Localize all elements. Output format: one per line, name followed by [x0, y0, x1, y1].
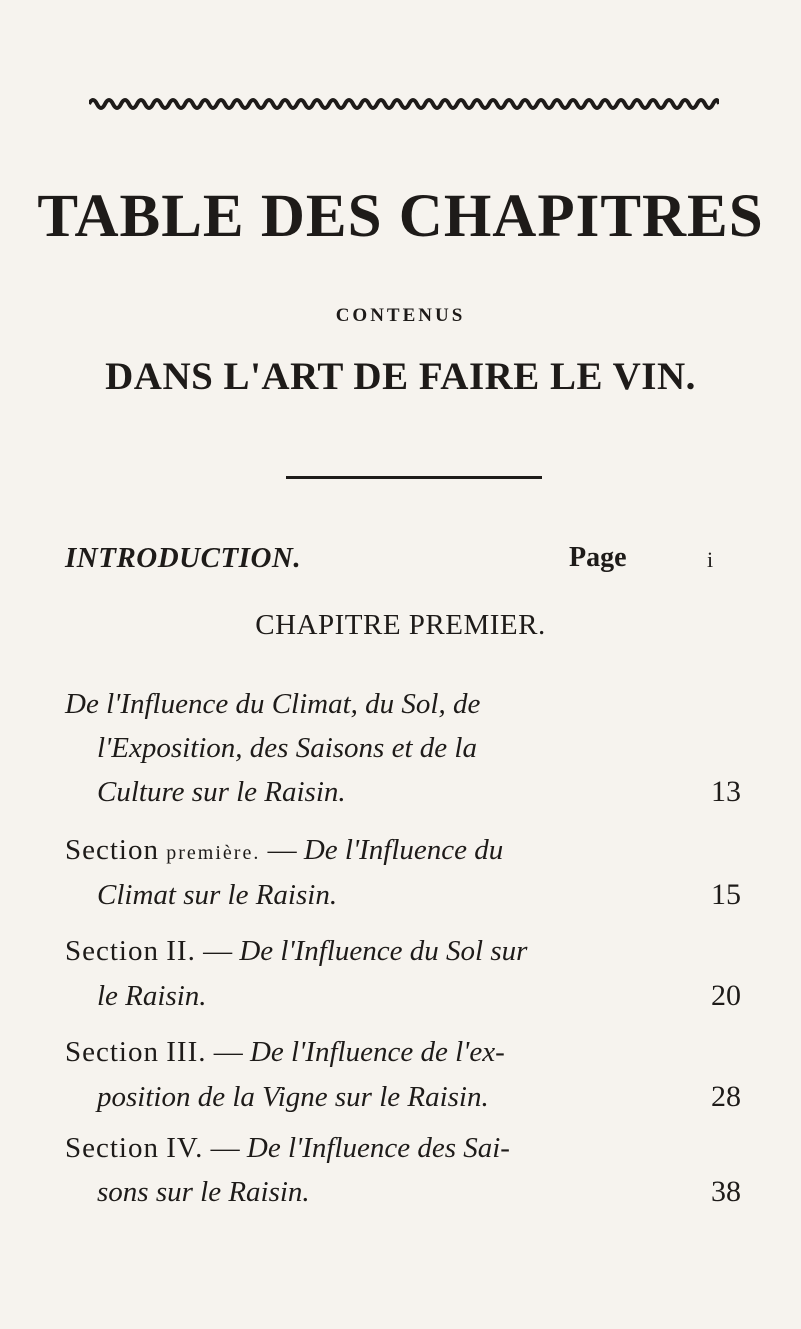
- chapter-heading-line-2: l'Exposition, des Saisons et de la: [97, 732, 477, 764]
- chapter-heading-line-3: Culture sur le Raisin.: [97, 776, 346, 808]
- book-title: DANS L'ART DE FAIRE LE VIN.: [105, 355, 696, 398]
- section-label: Section: [65, 834, 159, 866]
- section-label: Section: [65, 935, 159, 967]
- page-title: TABLE DES CHAPITRES: [37, 183, 764, 250]
- section-number: IV.: [166, 1132, 204, 1164]
- section-1-page: 15: [711, 878, 741, 911]
- section-3-line-2: position de la Vigne sur le Raisin.: [97, 1081, 489, 1113]
- section-title-part-1: De l'Influence de l'ex-: [249, 1036, 505, 1068]
- introduction-page: [569, 540, 714, 576]
- section-dash: —: [210, 1132, 240, 1164]
- section-4-line-1: [65, 1130, 510, 1166]
- section-1-line-2: Climat sur le Raisin.: [97, 879, 338, 911]
- section-dash: —: [213, 1036, 243, 1068]
- section-label: Section: [65, 1132, 159, 1164]
- section-1-line-1: [65, 832, 503, 871]
- section-title-part-1: De l'Influence des Sai-: [246, 1132, 510, 1164]
- section-title-part-1: De l'Influence du: [303, 834, 504, 866]
- chapter-heading-page: 13: [711, 775, 741, 808]
- chapter-title: CHAPITRE PREMIER.: [255, 609, 546, 641]
- section-number: III.: [166, 1036, 207, 1068]
- section-number: II.: [166, 935, 196, 967]
- page-number: i: [707, 547, 714, 572]
- section-3-page: 28: [711, 1080, 741, 1113]
- section-4-page: 38: [711, 1175, 741, 1208]
- divider-rule: [286, 476, 542, 479]
- section-title-part-1: De l'Influence du Sol sur: [239, 935, 528, 967]
- chapter-heading-line-1: De l'Influence du Climat, du Sol, de: [65, 688, 481, 720]
- section-2-page: 20: [711, 979, 741, 1012]
- section-2-line-2: le Raisin.: [97, 980, 207, 1012]
- subtitle: CONTENUS: [335, 305, 466, 326]
- section-number: première.: [166, 842, 261, 864]
- section-label: Section: [65, 1036, 159, 1068]
- section-2-line-1: [65, 933, 527, 969]
- introduction-entry: INTRODUCTION.: [65, 542, 302, 574]
- section-dash: —: [203, 935, 233, 967]
- section-3-line-1: [65, 1034, 505, 1070]
- section-dash: —: [267, 834, 297, 866]
- page-label: Page: [569, 542, 627, 573]
- section-4-line-2: sons sur le Raisin.: [97, 1176, 310, 1208]
- ornamental-border: [89, 92, 719, 114]
